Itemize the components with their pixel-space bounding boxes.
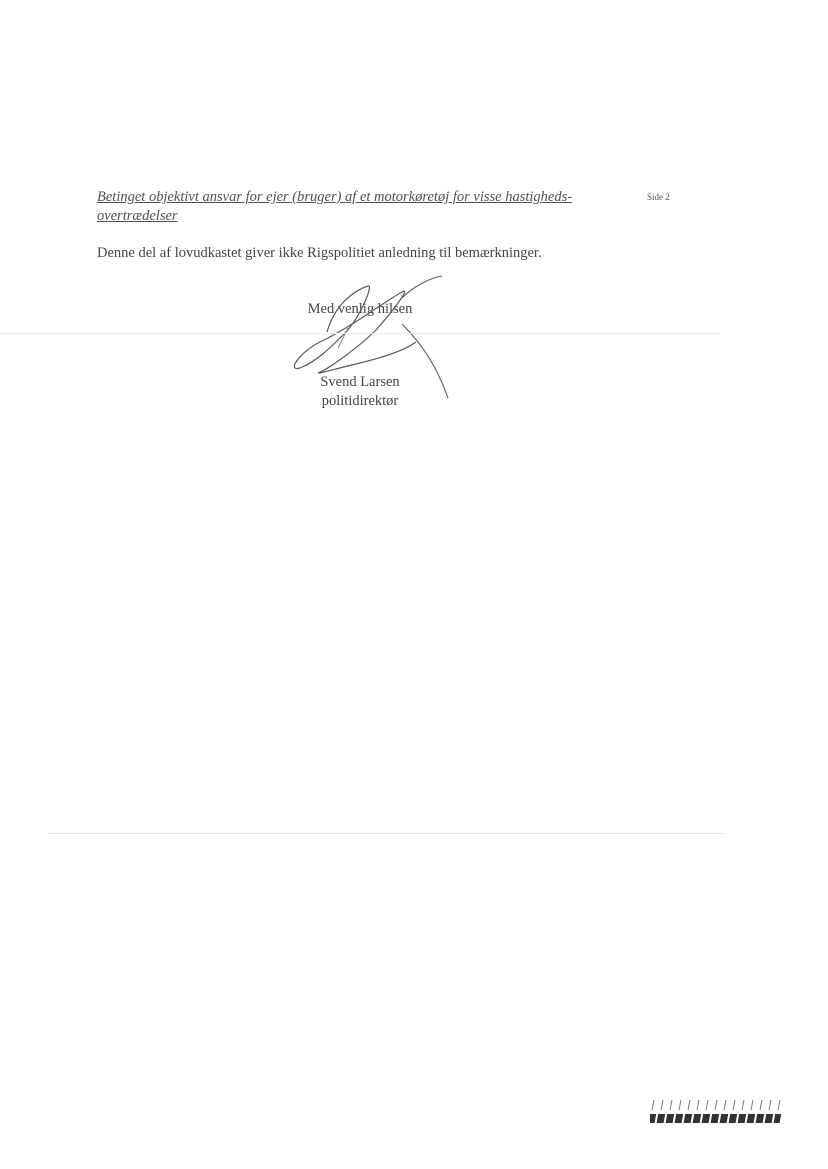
signer-name: Svend Larsen xyxy=(320,374,400,390)
page-number: Side 2 xyxy=(647,192,670,202)
closing-block xyxy=(260,300,460,411)
body-paragraph: Denne del af lovudkastet giver ikke Rigspolitiet anledning til bemærkninger. xyxy=(97,245,542,261)
section-heading: Betinget objektivt ansvar for ejer (bruger) af et motorkøretøj for visse hastigheds-overtrædelser xyxy=(97,189,573,224)
barcode-icon xyxy=(650,1098,784,1126)
closing-salutation: Med venlig hilsen xyxy=(307,301,413,317)
signer-title: politidirektør xyxy=(321,393,399,409)
scan-artifact-line xyxy=(48,833,724,834)
scan-artifact-line xyxy=(0,333,720,334)
